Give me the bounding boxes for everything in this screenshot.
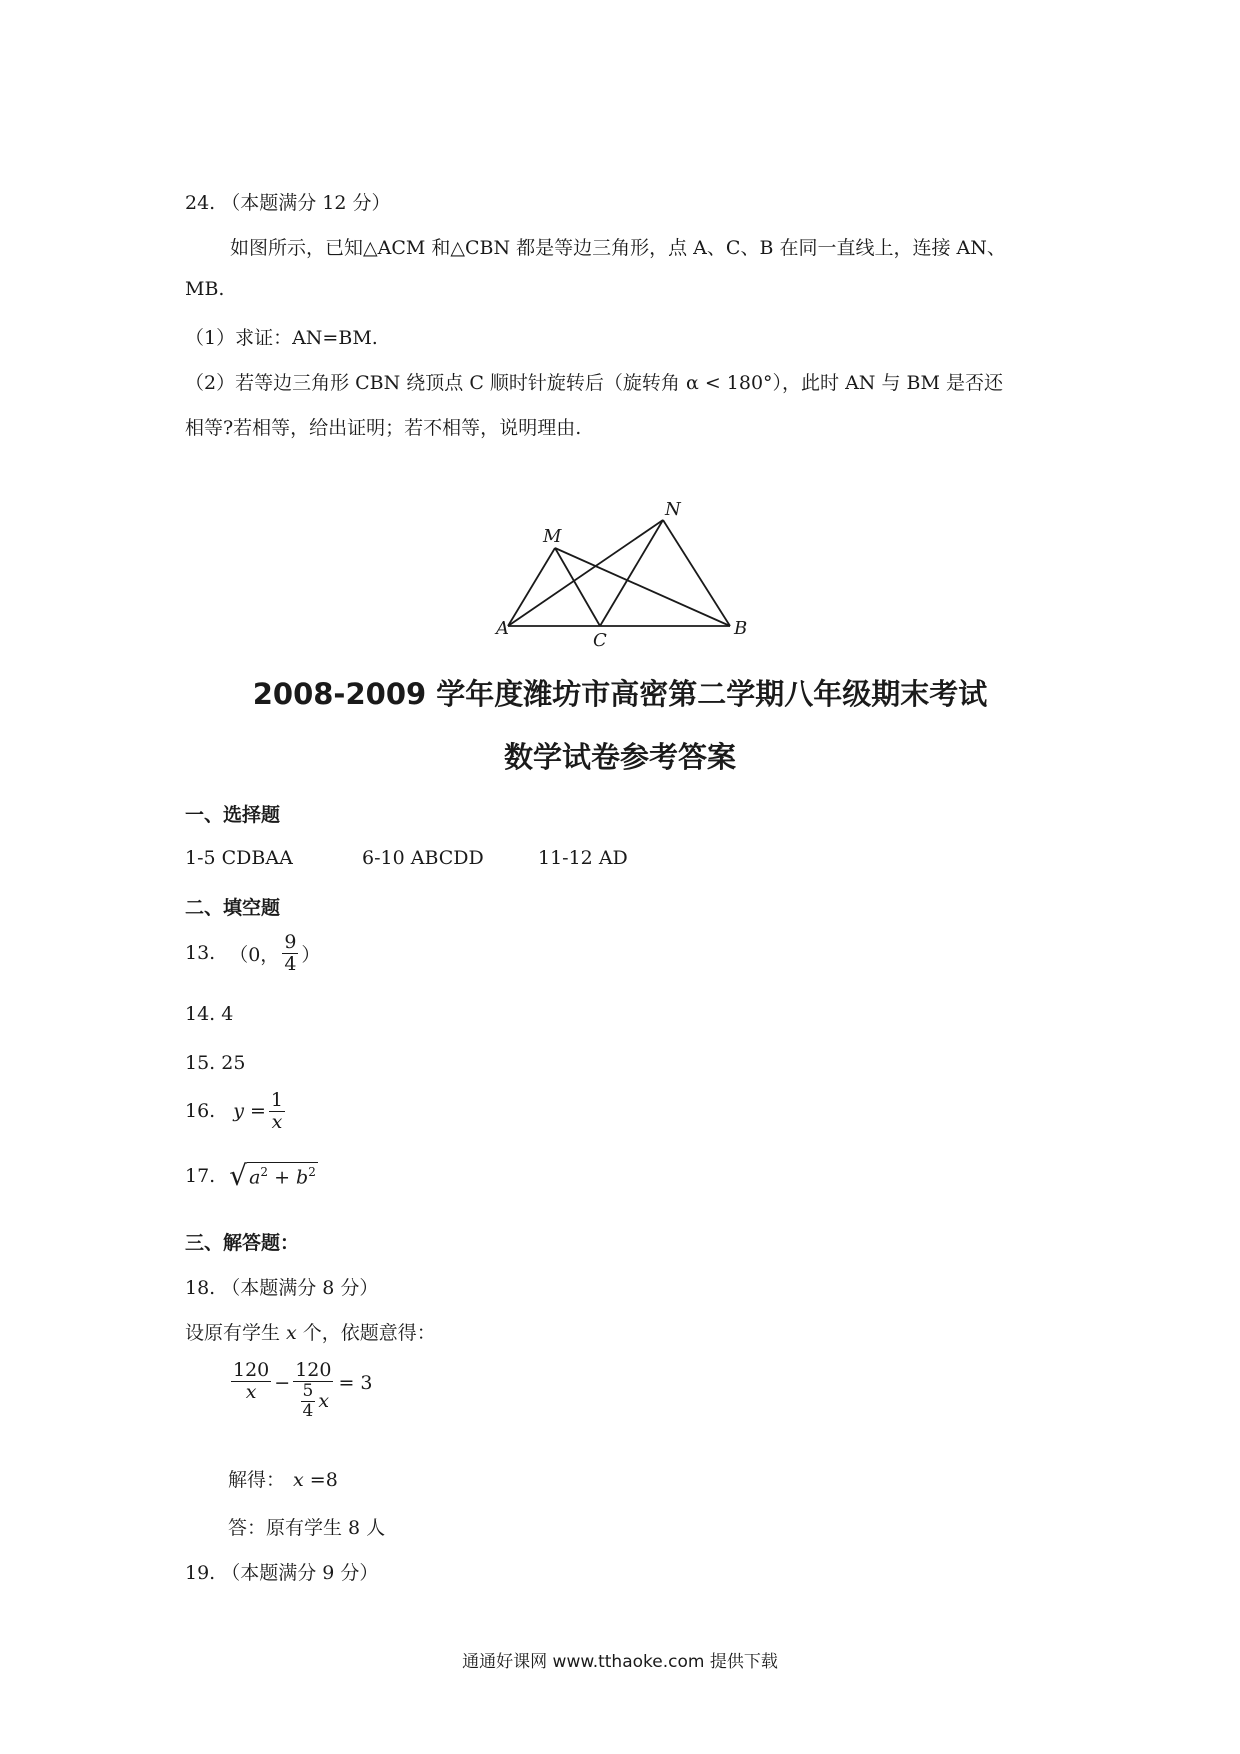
problem-24-header: 24. （本题满分 12 分）	[185, 192, 391, 214]
section-choice-heading: 一、选择题	[185, 804, 281, 826]
equation-rhs: = 3	[338, 1372, 373, 1394]
problem-24-part2-line1: （2）若等边三角形 CBN 绕顶点 C 顺时针旋转后（旋转角 α < 180°），此时 AN 与 BM 是否还	[185, 372, 1003, 394]
equation-inner-variable: x	[318, 1389, 330, 1412]
solution-prefix: 解得：	[228, 1469, 286, 1491]
equation-denominator-1: x	[245, 1380, 257, 1403]
equation-minus: −	[274, 1372, 291, 1394]
answer-16-number: 16.	[185, 1100, 216, 1123]
label-m: M	[543, 526, 562, 547]
choice-answers-6-10: 6-10 ABCDD	[362, 847, 484, 869]
solution-value: =8	[303, 1469, 338, 1491]
label-b: B	[734, 618, 748, 639]
answer-16-denominator: x	[271, 1110, 283, 1133]
answer-title-line2: 数学试卷参考答案	[503, 740, 736, 774]
equation-inner-fraction	[301, 1382, 316, 1420]
answer-17-a: a	[249, 1166, 261, 1189]
label-n: N	[665, 499, 681, 520]
answer-14: 14. 4	[185, 1003, 234, 1025]
equation-denominator-2	[296, 1382, 332, 1420]
segment-an	[508, 520, 663, 626]
answer-title-line1: 2008-2009 学年度潍坊市高密第二学期八年级期末考试	[252, 677, 988, 711]
problem-24-part2-line2: 相等?若相等，给出证明；若不相等，说明理由.	[185, 417, 582, 439]
problem-24-part1: （1）求证：AN=BM.	[185, 327, 378, 349]
answer-17-plus: +	[268, 1166, 297, 1189]
answer-16-fraction	[269, 1090, 285, 1133]
problem-18-answer: 答：原有学生 8 人	[228, 1517, 386, 1539]
answer-17-sqrt	[229, 1159, 318, 1192]
section-solution-heading: 三、解答题：	[185, 1232, 300, 1254]
equation-fraction-2	[293, 1360, 333, 1420]
answer-17-b: b	[296, 1166, 309, 1189]
choice-answers-1-5: 1-5 CDBAA	[185, 847, 293, 869]
segment-am	[508, 548, 555, 626]
problem-18-header: 18. （本题满分 8 分）	[185, 1277, 379, 1299]
choice-answers-11-12: 11-12 AD	[538, 847, 628, 869]
problem-18-setup-variable: x	[286, 1322, 297, 1344]
answer-13-close: ）	[301, 943, 321, 966]
problem-18-equation	[228, 1358, 373, 1420]
equation-numerator-1: 120	[233, 1359, 270, 1381]
answer-13	[185, 932, 320, 975]
label-a: A	[496, 618, 509, 639]
answer-17-b-exponent: 2	[308, 1165, 316, 1179]
answer-17-number: 17.	[185, 1165, 216, 1187]
answer-16-numerator: 1	[270, 1089, 284, 1111]
equation-inner-numerator: 5	[302, 1380, 314, 1401]
answer-13-number: 13.	[185, 942, 216, 965]
problem-19-header: 19. （本题满分 9 分）	[185, 1562, 379, 1584]
solution-variable: x	[293, 1469, 304, 1491]
segment-mc	[555, 548, 600, 626]
answer-17-a-exponent: 2	[260, 1165, 269, 1179]
page-footer: 通通好课网 www.tthaoke.com 提供下载	[462, 1652, 778, 1672]
answer-15: 15. 25	[185, 1052, 246, 1074]
answer-16	[185, 1090, 288, 1133]
problem-18-setup-suffix: 个，依题意得：	[296, 1322, 436, 1344]
answer-13-denominator: 4	[284, 952, 297, 975]
answer-17-radical-sign: √	[229, 1159, 248, 1192]
problem-18-solution	[228, 1465, 338, 1492]
answer-13-open: （0，	[229, 943, 280, 966]
problem-18-setup	[185, 1318, 436, 1345]
problem-24-statement-line1: 如图所示，已知△ACM 和△CBN 都是等边三角形，点 A、C、B 在同一直线上，连接 AN、	[230, 237, 1006, 259]
answer-16-lhs: y =	[233, 1100, 266, 1123]
segment-mb	[555, 548, 730, 626]
equation-numerator-2: 120	[295, 1359, 332, 1381]
section-fill-heading: 二、填空题	[185, 897, 281, 919]
label-c: C	[593, 630, 607, 650]
answer-17	[185, 1159, 318, 1192]
problem-24-statement-line2: MB.	[185, 278, 225, 300]
triangle-figure	[480, 490, 760, 650]
answer-13-numerator: 9	[284, 931, 297, 953]
equation-inner-denominator: 4	[302, 1400, 314, 1421]
answer-13-fraction	[282, 932, 298, 975]
equation-fraction-1	[231, 1360, 271, 1403]
problem-18-setup-prefix: 设原有学生	[185, 1322, 287, 1344]
